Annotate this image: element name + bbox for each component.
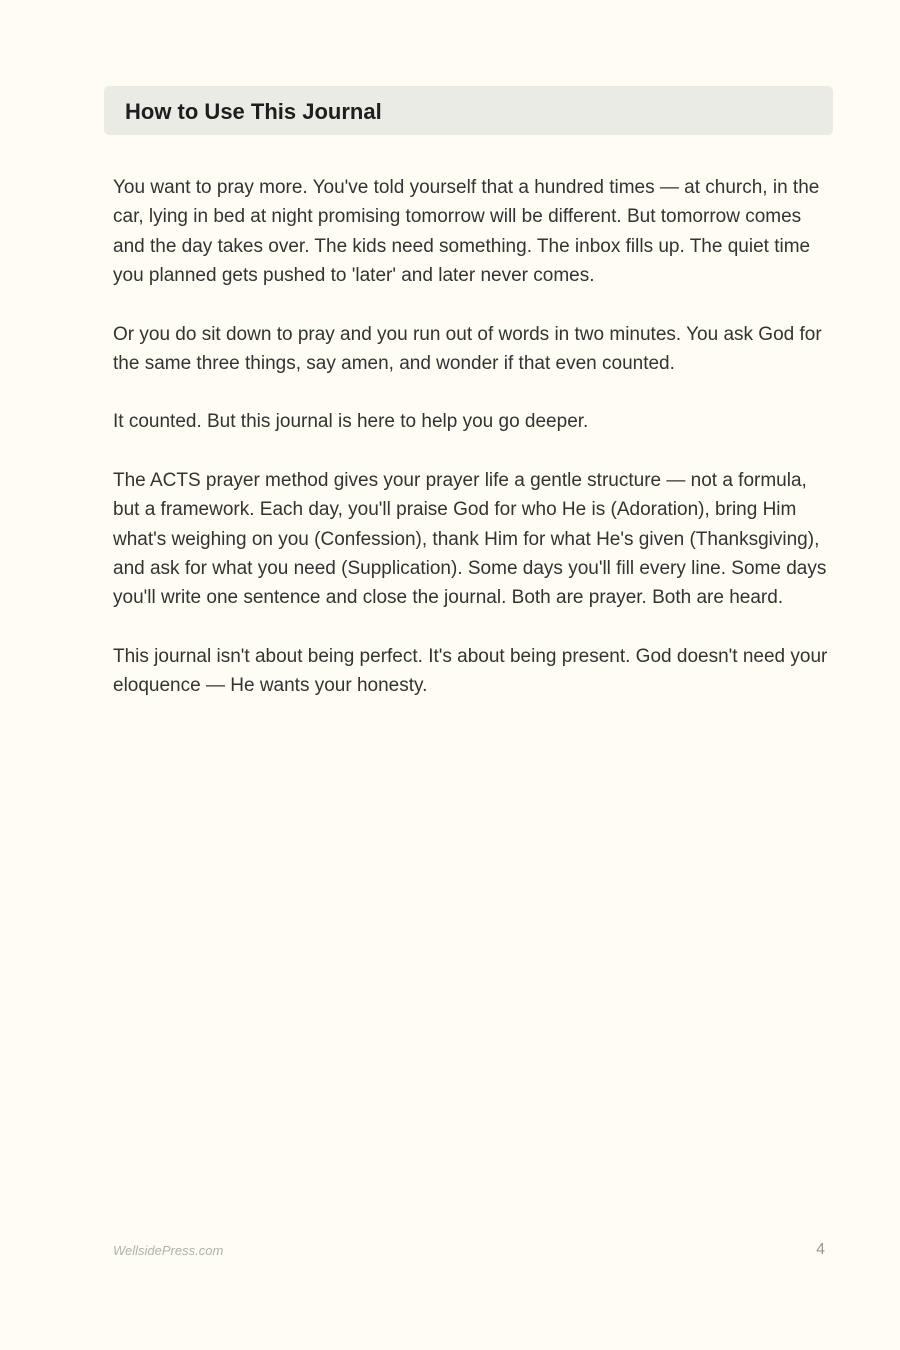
- section-header: [104, 86, 833, 135]
- body-text: [113, 173, 833, 730]
- paragraph: Or you do sit down to pray and you run out of words in two minutes. You ask God for the same three things, say amen, and wonder if that even counted.: [113, 323, 822, 375]
- paragraph: It counted. But this journal is here to help you go deeper.: [113, 411, 589, 433]
- paragraph: This journal isn't about being perfect. It's about being present. God doesn't need your eloquence — He wants your honesty.: [113, 645, 828, 697]
- footer-publisher: WellsidePress.com: [113, 1243, 224, 1258]
- page-number: 4: [816, 1241, 825, 1258]
- section-title: How to Use This Journal: [125, 98, 382, 124]
- paragraph: You want to pray more. You've told yourself that a hundred times — at church, in the car, lying in bed at night promising tomorrow will be different. But tomorrow comes and the day takes over. The kids need something. The inbox fills up. The quiet time you planned gets pushed to 'later' and later never comes.: [113, 177, 820, 287]
- paragraph: The ACTS prayer method gives your prayer life a gentle structure — not a formula, but a framework. Each day, you'll praise God for who He is (Adoration), bring Him what's weighing on you (Confession), thank Him for what He's given (Thanksgiving), and ask for what you need (Supplication). Some days you'll fill every line. Some days you'll write one sentence and close the journal. Both are prayer. Both are heard.: [113, 469, 827, 609]
